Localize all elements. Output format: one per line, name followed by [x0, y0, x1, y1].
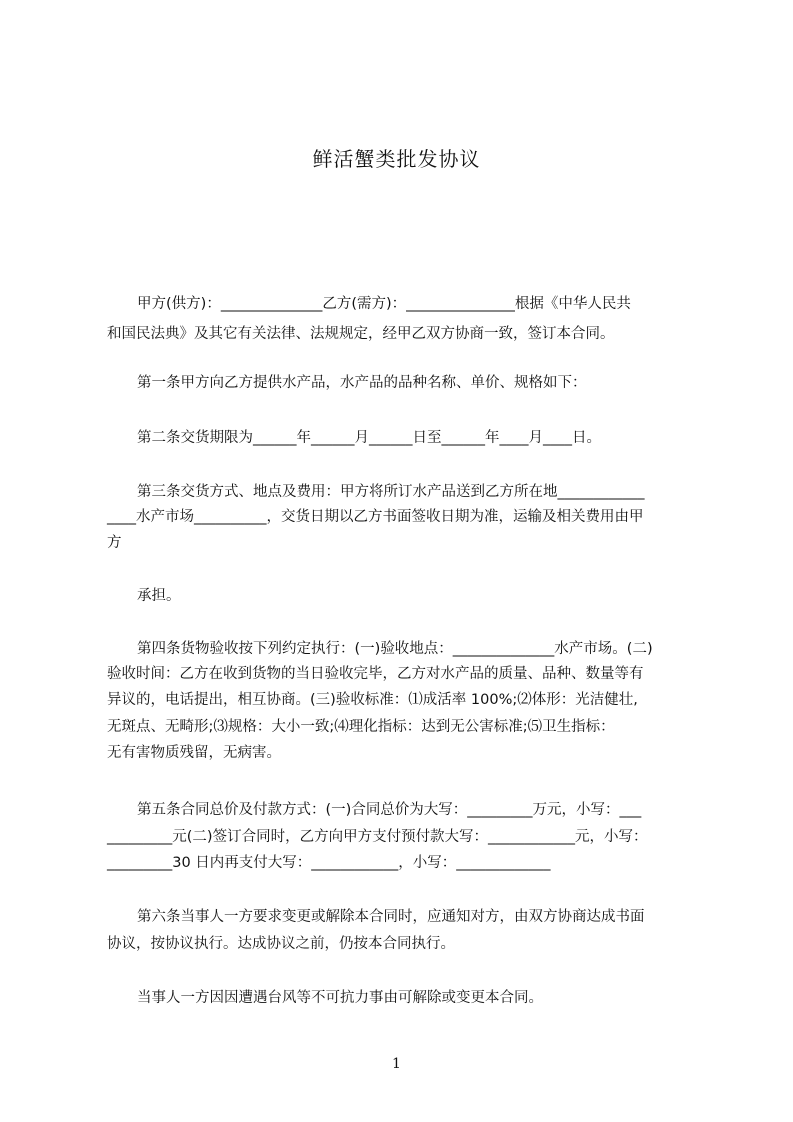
article-3-line-3: 方	[107, 535, 122, 551]
article-4-line-4: 无斑点、无畸形;⑶规格：大小一致;⑷理化指标：达到无公害标准;⑸卫生指标：	[107, 719, 615, 735]
article-5-line-2: _________元(二)签订合同时，乙方向甲方支付预付款大写：____________元，小写：	[107, 829, 648, 845]
article-3-line-4: 承担。	[137, 588, 181, 604]
article-4-line-5: 无有害物质残留，无病害。	[107, 745, 281, 761]
document-title: 鲜活蟹类批发协议	[312, 147, 481, 171]
article-1: 第一条甲方向乙方提供水产品，水产品的品种名称、单价、规格如下：	[137, 375, 587, 391]
article-4-line-1: 第四条货物验收按下列约定执行：(一)验收地点：______________水产市场。(二)	[137, 641, 653, 657]
article-5-line-3: _________30 日内再支付大写：____________，小写：_____________	[107, 855, 551, 871]
article-3-line-2: ____水产市场__________，交货日期以乙方书面签收日期为准，运输及相关费用由甲	[107, 509, 644, 525]
article-6-line-1: 第六条当事人一方要求变更或解除本合同时，应通知对方，由双方协商达成书面	[137, 909, 645, 925]
article-5-line-1: 第五条合同总价及付款方式：(一)合同总价为大写：_________万元，小写：___	[137, 802, 642, 818]
paragraph-parties-line-1: 甲方(供方)：______________乙方(需方)：_______________根据《中华人民共	[137, 296, 631, 312]
page-number: 1	[392, 1056, 401, 1072]
article-4-line-2: 验收时间：乙方在收到货物的当日验收完毕，乙方对水产品的质量、品种、数量等有	[107, 666, 644, 682]
article-6-line-2: 协议，按协议执行。达成协议之前，仍按本合同执行。	[107, 936, 455, 952]
force-majeure-clause: 当事人一方因因遭遇台风等不可抗力事由可解除或变更本合同。	[137, 990, 543, 1006]
article-2: 第二条交货期限为______年______月______日至______年____月____日。	[137, 430, 601, 446]
article-4-line-3: 异议的，电话提出，相互协商。(三)验收标准：⑴成活率 100%;⑵体形：光洁健壮,	[107, 692, 638, 708]
article-3-line-1: 第三条交货方式、地点及费用：甲方将所订水产品送到乙方所在地____________	[137, 484, 645, 500]
paragraph-parties-line-2: 和国民法典》及其它有关法律、法规规定，经甲乙双方协商一致，签订本合同。	[107, 326, 615, 342]
